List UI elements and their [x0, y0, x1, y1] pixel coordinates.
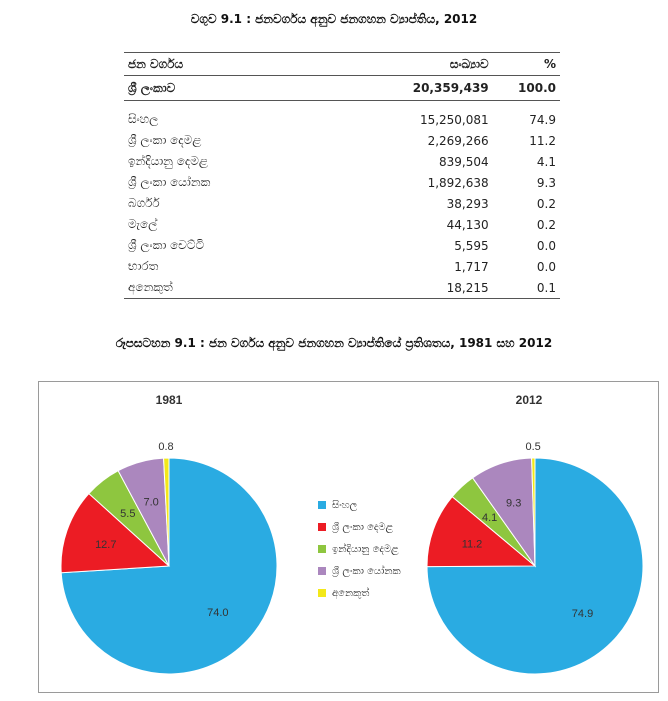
legend-label: අනෙකුත් [332, 587, 370, 599]
row-count: 18,215 [327, 277, 492, 299]
table-row [124, 235, 560, 256]
row-label: බර්ගර් [128, 196, 160, 210]
pie-value-label: 7.0 [143, 496, 159, 509]
row-count: 44,130 [446, 217, 489, 232]
pie-value-label: 11.2 [461, 538, 483, 551]
pie-value-label: 12.7 [95, 538, 117, 551]
row-count: 38,293 [446, 196, 489, 211]
population-table [124, 52, 560, 299]
legend-swatch [318, 545, 326, 553]
pie-title: 1981 [155, 393, 183, 407]
chart-legend [318, 494, 401, 604]
row-percent: 9.3 [536, 175, 556, 190]
row-label: ඉන්දියානු දෙමළ [128, 154, 209, 168]
row-percent: 0.0 [536, 238, 556, 253]
row-label: භාරත [128, 259, 159, 273]
table-row [124, 193, 560, 214]
legend-swatch [318, 567, 326, 575]
table-row [124, 277, 560, 299]
pie-value-label: 0.5 [525, 441, 541, 454]
row-label: මැලේ [128, 217, 158, 231]
legend-swatch [318, 523, 326, 531]
figure-title: රූපසටහන 9.1 : ජන වර්ගය අනුව ජනගහන ව්‍යාප්තියේ ප්‍රතිශතය, 1981 සහ 2012 [115, 336, 553, 350]
pie-title: 2012 [515, 393, 543, 407]
header-count: සංඛ්‍යාව [327, 53, 492, 76]
row-label: ශ්‍රී ලංකා දෙමළ [128, 133, 202, 147]
row-percent: 74.9 [529, 112, 556, 127]
row-label: අනෙකුත් [124, 277, 327, 299]
pie-value-label: 74.0 [207, 606, 229, 619]
row-percent: 0.2 [536, 217, 556, 232]
pie-value-label: 74.9 [571, 608, 594, 621]
legend-item [318, 582, 401, 604]
table-row [124, 109, 560, 130]
row-label: සිංහල [128, 112, 159, 126]
pie-value-label: 5.5 [120, 508, 136, 521]
table-row [124, 151, 560, 172]
table-row [124, 172, 560, 193]
table-title: වගුව 9.1 : ජනවර්ගය අනුව ජනගහන ව්‍යාප්තිය, 2012 [190, 12, 478, 26]
legend-item [318, 494, 401, 516]
pie-value-label: 0.8 [158, 441, 174, 454]
header-percent: % [493, 53, 560, 76]
row-count: 839,504 [439, 154, 489, 169]
table-total-row [124, 76, 560, 101]
legend-label: ඉන්දියානු දෙමළ [332, 543, 399, 555]
pie-value-label: 4.1 [481, 511, 498, 524]
table-row [124, 214, 560, 235]
total-label: ශ්‍රී ලංකාව [124, 76, 327, 101]
row-count: 5,595 [454, 238, 489, 253]
legend-label: ශ්‍රී ලංකා දෙමළ [332, 521, 394, 533]
pie-value-label: 9.3 [506, 497, 522, 510]
row-label: ශ්‍රී ලංකා චෙට්ටි [128, 238, 205, 252]
row-percent: 0.2 [536, 196, 556, 211]
legend-item [318, 560, 401, 582]
legend-item [318, 538, 401, 560]
row-percent: 11.2 [529, 133, 556, 148]
total-count: 20,359,439 [327, 76, 492, 101]
legend-swatch [318, 501, 326, 509]
table-row [124, 130, 560, 151]
header-ethnicity: ජන වර්ගය [124, 53, 327, 76]
legend-item [318, 516, 401, 538]
row-count: 1,717 [454, 259, 489, 274]
row-count: 15,250,081 [419, 112, 489, 127]
pie-chart-panel [38, 381, 659, 693]
row-count: 2,269,266 [427, 133, 489, 148]
legend-label: ශ්‍රී ලංකා යෝනක [332, 565, 401, 577]
legend-swatch [318, 589, 326, 597]
row-count: 1,892,638 [427, 175, 489, 190]
row-percent: 0.1 [493, 277, 560, 299]
row-percent: 4.1 [536, 154, 556, 169]
total-percent: 100.0 [493, 76, 560, 101]
table-header-row [124, 53, 560, 76]
legend-label: සිංහල [332, 499, 358, 511]
table-row [124, 256, 560, 277]
row-percent: 0.0 [536, 259, 556, 274]
row-label: ශ්‍රී ලංකා යෝනක [128, 175, 211, 189]
